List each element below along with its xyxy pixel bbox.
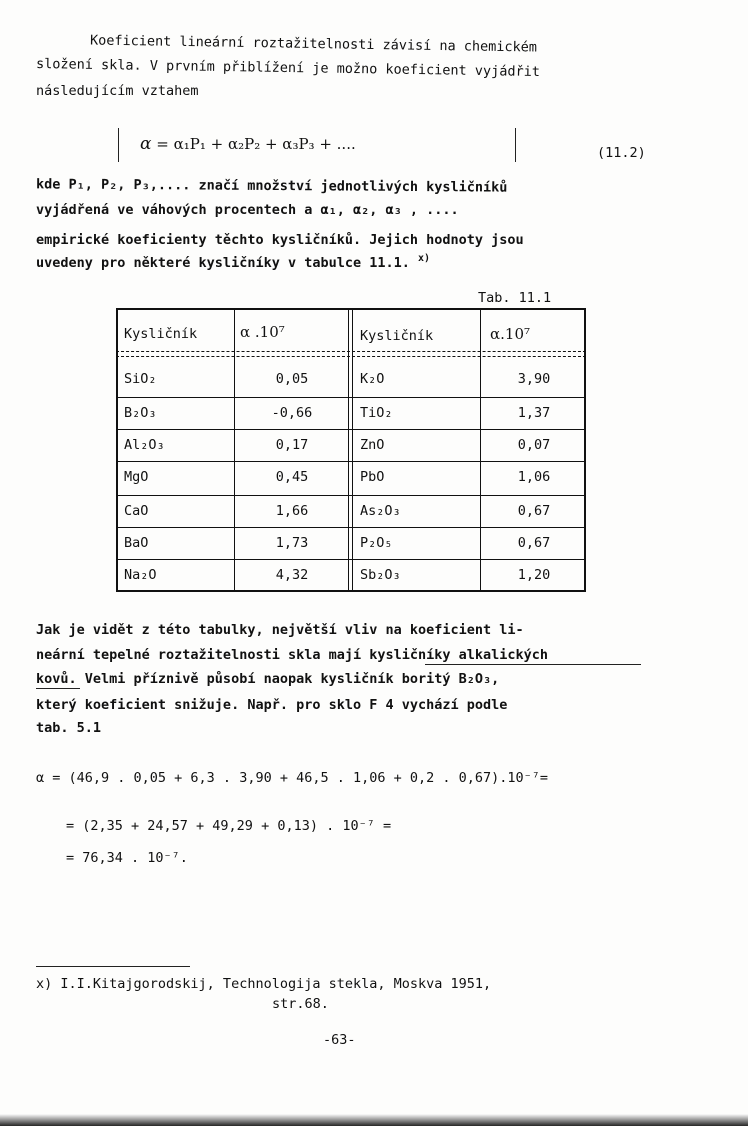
oxide-cell: BaO [124,535,149,551]
oxide-cell: ZnO [360,437,385,453]
coefficient-cell: 0,67 [517,503,551,519]
calc-line-1: α = (46,9 . 0,05 + 6,3 . 3,90 + 46,5 . 1,06 + 0,2 . 0,67).10⁻⁷= [36,770,549,786]
oxide-cell: TiO₂ [360,405,393,421]
footnote-separator [36,966,190,967]
oxide-cell: Na₂O [124,567,157,583]
coefficient-cell: 1,20 [517,567,551,583]
coefficient-cell: 0,17 [275,437,309,453]
coefficient-cell: 1,73 [275,535,309,551]
coefficient-cell: 0,07 [517,437,551,453]
scan-edge-shadow [0,1114,748,1126]
definition-line-4 [36,255,430,271]
row-rule-2 [116,429,586,430]
oxide-cell: PbO [360,469,385,485]
footnote-mark: x) [418,253,431,264]
intro-line-1: Koeficient lineární roztažitelnosti závisí na chemickém [89,32,538,56]
equation-rhs: = α₁P₁ + α₂P₂ + α₃P₃ + .... [156,135,356,153]
equation [140,136,356,152]
definition-line-4-text: uvedeny pro některé kysličníky v tabulce 11.1. [36,255,410,271]
definition-line-2: vyjádřená ve váhových procentech a α₁, α₂, α₃ , .... [36,202,459,218]
footnote-line-1: x) I.I.Kitajgorodskij, Technologija stekla, Moskva 1951, [36,976,492,992]
calc-line-3: = 76,34 . 10⁻⁷. [66,850,188,866]
oxide-cell: MgO [124,469,149,485]
page-number: -63- [323,1032,356,1048]
coefficient-cell: 1,37 [517,405,551,421]
conclusion-line-2: neární tepelné roztažitelnosti skla mají kysličníky alkalických [36,647,549,663]
oxide-cell: B₂O₃ [124,405,157,421]
underline-kovu [36,688,80,689]
conclusion-line-1: Jak je vidět z této tabulky, největší vliv na koeficient li- [36,622,524,638]
coefficient-cell: 1,66 [275,503,309,519]
conclusion-line-5: tab. 5.1 [36,720,102,736]
footnote-line-2: str.68. [272,996,329,1012]
table-header-alpha-2: α.10⁷ [490,325,530,343]
equation-lhs: α [140,134,152,154]
row-rule-1 [116,397,586,398]
oxide-cell: Sb₂O₃ [360,567,401,583]
table-header-oxide-2: Kysličník [360,328,434,344]
coefficient-cell: 0,45 [275,469,309,485]
coefficient-cell: -0,66 [271,405,313,421]
row-rule-4 [116,495,586,496]
row-rule-5 [116,527,586,528]
coefficient-cell: 4,32 [275,567,309,583]
table-header-alpha-1: α .10⁷ [240,323,285,341]
oxide-cell: K₂O [360,371,385,387]
coefficient-cell: 0,67 [517,535,551,551]
calc-line-2: = (2,35 + 24,57 + 49,29 + 0,13) . 10⁻⁷ = [66,818,392,834]
definition-line-1: kde P₁, P₂, P₃,.... značí množství jednotlivých kysličníků [35,176,508,196]
table-caption: Tab. 11.1 [478,290,552,306]
equation-number: (11.2) [597,145,646,161]
table-header-oxide-1: Kysličník [124,326,198,342]
row-rule-6 [116,559,586,560]
coefficient-cell: 3,90 [517,371,551,387]
coefficient-cell: 1,06 [517,469,551,485]
row-rule-3 [116,461,586,462]
coefficient-cell: 0,05 [275,371,309,387]
oxide-cell: Al₂O₃ [124,437,165,453]
oxide-cell: As₂O₃ [360,503,401,519]
oxide-table-grid [116,308,586,592]
definition-line-3: empirické koeficienty těchto kysličníků. Jejich hodnoty jsou [36,232,524,248]
header-rule [116,351,586,357]
oxide-cell: CaO [124,503,149,519]
intro-line-2: složení skla. V prvním přiblížení je možno koeficient vyjádřit [35,56,541,80]
conclusion-line-4: který koeficient snižuje. Např. pro sklo F 4 vychází podle [36,697,508,713]
oxide-cell: P₂O₅ [360,535,393,551]
conclusion-line-3: kovů. Velmi příznivě působí naopak kysličník boritý B₂O₃, [36,671,500,687]
underline-alkali [425,664,641,665]
intro-line-3: následujícím vztahem [36,83,199,99]
oxide-cell: SiO₂ [124,371,157,387]
